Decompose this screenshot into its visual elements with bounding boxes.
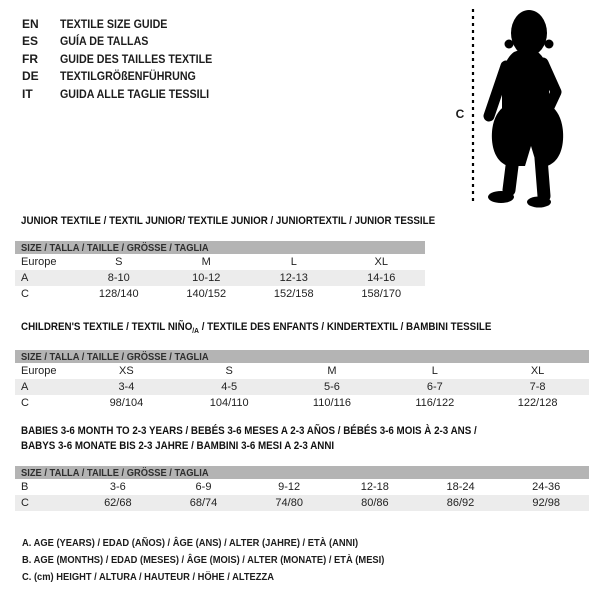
row-label: B [21,481,29,493]
size-table-row [15,286,425,302]
legend-row [22,50,231,68]
size-cell: 86/92 [446,497,475,509]
language-legend [22,15,231,103]
size-cell: 18-24 [446,481,475,493]
size-cell: L [431,365,438,378]
height-measure-label: C [455,107,465,121]
size-cell: S [115,256,123,268]
height-measure-line [471,8,475,206]
size-cell: 3-4 [118,381,135,394]
row-label: C [21,497,29,509]
baby-silhouette-icon [481,6,569,210]
size-cell: 10-12 [192,272,221,284]
size-cell: 92/98 [532,497,560,509]
table-title-line: BABYS 3-6 MONATE BIS 2-3 JAHRE / BAMBINI 3-6 MESI A 2-3 ANNI [21,440,335,452]
size-cell: 8-10 [107,272,130,284]
language-code: ES [22,34,39,49]
size-cell: 3-6 [109,481,126,493]
size-cell: 110/116 [312,397,352,410]
guide-title: TEXTILGRÖßENFÜHRUNG [60,69,196,84]
row-label: A [21,381,29,394]
table-header-bar [15,241,425,254]
size-cell: 12-13 [279,272,308,284]
table-title-line: CHILDREN'S TEXTILE / TEXTIL $NIÑO_{/A}$ / TEXTILE DES ENFANTS / KINDERTEXTIL / BAMBINI TESSILE [21,321,492,336]
row-label: C [21,397,29,410]
table-header-label: SIZE / TALLA / TAILLE / GRÖSSE / TAGLIA [21,350,209,363]
footnotes [22,535,429,586]
table-header-bar [15,466,589,479]
size-cell: 6-7 [426,381,443,394]
junior-textile-table [15,214,436,302]
guide-title: GUÍA DE TALLAS [60,34,149,49]
language-code: EN [22,16,39,31]
size-cell: XL [530,365,545,378]
size-table-row [15,495,589,511]
table-title-line: JUNIOR TEXTILE / TEXTIL JUNIOR/ TEXTILE JUNIOR / JUNIORTEXTIL / JUNIOR TESSILE [21,215,436,227]
language-code: FR [22,51,38,66]
size-cell: 140/152 [186,288,227,300]
size-cell: 12-18 [360,481,389,493]
footnote-line: A. AGE (YEARS) / EDAD (AÑOS) / ÂGE (ANS) / ALTER (JAHRE) / ETÀ (ANNI) [22,537,359,549]
size-table-row [15,395,589,411]
size-cell: M [327,365,337,378]
size-cell: 5-6 [324,381,340,394]
legend-row [22,85,231,103]
footnote-line: C. (cm) HEIGHT / ALTURA / HAUTEUR / HÖHE / ALTEZZA [22,571,274,583]
row-label: Europe [21,256,57,268]
table-header-bar [15,350,589,363]
size-cell: S [225,365,233,378]
table-title [21,424,589,454]
legend-row [22,33,231,51]
row-label: C [21,288,29,300]
size-cell: 74/80 [275,497,303,509]
legend-row [22,15,231,33]
size-table-row [15,270,425,286]
size-table-row [15,363,589,379]
footnote-line: B. AGE (MONTHS) / EDAD (MESES) / ÂGE (MOIS) / ALTER (MONATE) / ETÀ (MESI) [22,554,385,566]
size-cell: 98/104 [109,397,144,410]
row-label: Europe [21,365,57,378]
size-cell: 68/74 [189,497,218,509]
size-cell: M [201,256,211,268]
size-cell: 80/86 [361,497,389,509]
size-cell: 14-16 [367,272,396,284]
size-cell: 116/122 [415,397,455,410]
size-cell: XS [119,365,134,378]
size-cell: XL [374,256,388,268]
size-cell: 9-12 [278,481,301,493]
table-title [21,320,589,338]
guide-title: GUIDE DES TAILLES TEXTILE [60,51,213,66]
size-cell: 104/110 [209,397,249,410]
language-code: IT [22,86,33,101]
size-table-row [15,379,589,395]
size-cell: 7-8 [529,381,546,394]
table-header-label: SIZE / TALLA / TAILLE / GRÖSSE / TAGLIA [21,466,209,479]
guide-title: GUIDA ALLE TAGLIE TESSILI [60,86,210,101]
size-cell: 24-36 [532,481,561,493]
children-textile-table [15,320,589,411]
size-cell: 152/158 [273,288,314,300]
table-header-label: SIZE / TALLA / TAILLE / GRÖSSE / TAGLIA [21,241,209,254]
size-table-row [15,479,589,495]
size-cell: 4-5 [221,381,238,394]
row-label: A [21,272,29,284]
size-table-row [15,254,425,270]
size-cell: L [290,256,297,268]
babies-textile-table [15,424,589,511]
size-cell: 6-9 [195,481,212,493]
size-cell: 62/68 [104,497,132,509]
size-cell: 122/128 [517,397,558,410]
guide-title: TEXTILE SIZE GUIDE [60,16,168,31]
language-code: DE [22,69,39,84]
size-cell: 158/170 [361,288,402,300]
table-title-line: BABIES 3-6 MONTH TO 2-3 YEARS / BEBÉS 3-6 MESES A 2-3 AÑOS / BÉBÉS 3-6 MOIS À 2-3 ANS / [21,425,477,437]
legend-row [22,68,231,86]
table-title [21,214,436,229]
size-cell: 128/140 [98,288,139,300]
